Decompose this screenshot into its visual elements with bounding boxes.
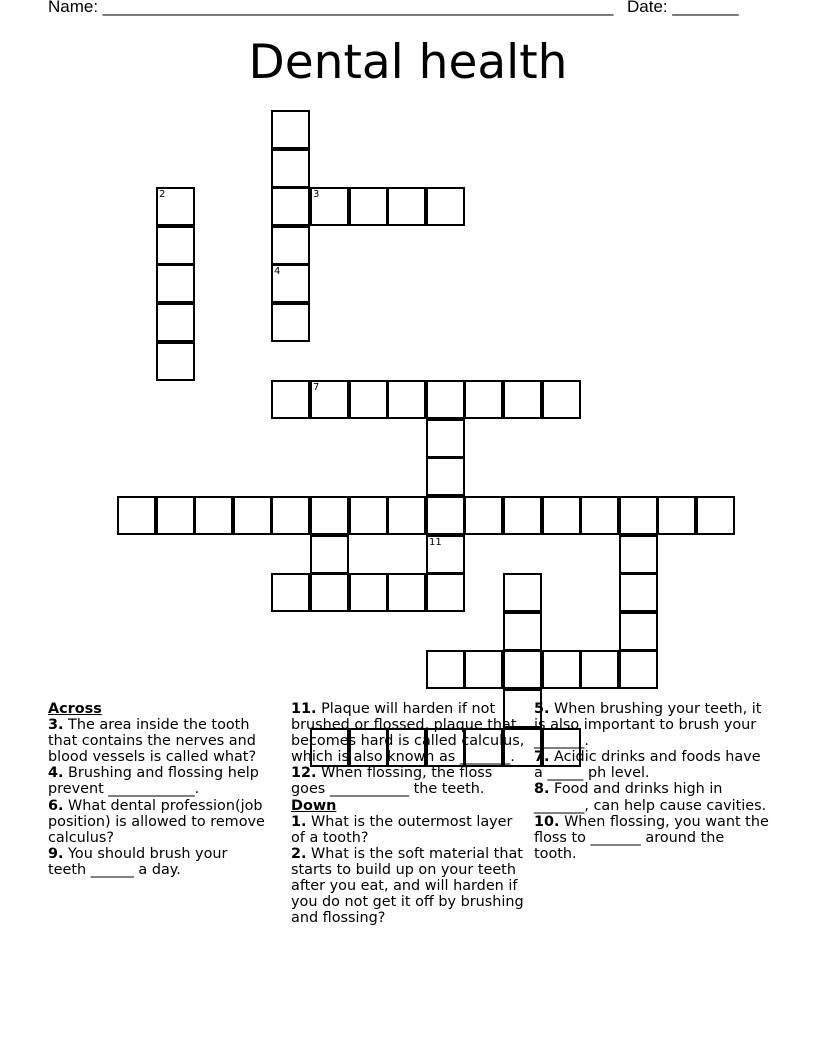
- crossword-cell[interactable]: [349, 496, 388, 535]
- crossword-cell[interactable]: [156, 303, 195, 342]
- crossword-cell[interactable]: [349, 380, 388, 419]
- down-heading: Down: [291, 797, 337, 814]
- clue-number: 11: [429, 537, 442, 548]
- clue-column-3: [534, 701, 770, 862]
- crossword-cell[interactable]: [156, 496, 195, 535]
- clue-number: 4: [274, 266, 281, 277]
- clue-column-1: [48, 701, 268, 878]
- crossword-cell[interactable]: [619, 650, 658, 689]
- crossword-cell[interactable]: [426, 650, 465, 689]
- crossword-cell[interactable]: [387, 573, 426, 612]
- crossword-cell[interactable]: [310, 573, 349, 612]
- clue-across-4: 4. Brushing and flossing help prevent ____________.: [48, 765, 259, 798]
- crossword-cell[interactable]: [503, 612, 542, 651]
- crossword-cell[interactable]: [619, 612, 658, 651]
- clue-down-2: 2. What is the soft material that starts to build up on your teeth after you eat, and will harden if you do not get it off by brushing and flossing?: [291, 845, 524, 927]
- crossword-cell[interactable]: [619, 496, 658, 535]
- clue-column-2: [291, 701, 527, 926]
- crossword-cell[interactable]: [349, 573, 388, 612]
- crossword-cell[interactable]: [310, 380, 349, 419]
- crossword-cell[interactable]: [619, 573, 658, 612]
- crossword-cell[interactable]: [657, 496, 696, 535]
- clue-across-6: 6. What dental profession(job position) is allowed to remove calculus?: [48, 797, 265, 846]
- clue-number: 2: [159, 189, 166, 200]
- crossword-cell[interactable]: [464, 496, 503, 535]
- clue-down-10: 10. When flossing, you want the floss to _______ around the tooth.: [534, 813, 769, 862]
- crossword-cell[interactable]: [503, 650, 542, 689]
- clue-down-5: 5. When brushing your teeth, it is also important to brush your _______.: [534, 701, 762, 750]
- crossword-cell[interactable]: [503, 380, 542, 419]
- crossword-cell[interactable]: [387, 187, 426, 226]
- crossword-cell[interactable]: [542, 380, 581, 419]
- crossword-cell[interactable]: [426, 419, 465, 458]
- crossword-cell[interactable]: [271, 496, 310, 535]
- crossword-cell[interactable]: [233, 496, 272, 535]
- clue-across-12: 12. When flossing, the floss goes ___________ the teeth.: [291, 765, 493, 798]
- crossword-cell[interactable]: [426, 457, 465, 496]
- clue-across-11: 11. Plaque will harden if not brushed or flossed, plaque that becomes hard is called calculus, which is also known as _______.: [291, 701, 525, 766]
- crossword-cell[interactable]: [156, 264, 195, 303]
- crossword-cell[interactable]: [503, 573, 542, 612]
- crossword-cell[interactable]: [464, 650, 503, 689]
- crossword-cell[interactable]: [464, 380, 503, 419]
- crossword-cell[interactable]: [310, 496, 349, 535]
- crossword-cell[interactable]: [696, 496, 735, 535]
- clue-down-7: 7. Acidic drinks and foods have a _____ ph level.: [534, 749, 761, 782]
- clue-across-3: 3. The area inside the tooth that contains the nerves and blood vessels is called what?: [48, 717, 257, 766]
- crossword-cell[interactable]: [580, 650, 619, 689]
- clue-number: 3: [313, 189, 320, 200]
- crossword-cell[interactable]: [387, 496, 426, 535]
- crossword-cell[interactable]: [349, 187, 388, 226]
- page-title: Dental health: [248, 35, 568, 90]
- crossword-cell[interactable]: [156, 187, 195, 226]
- clue-across-9: 9. You should brush your teeth ______ a day.: [48, 845, 228, 878]
- crossword-cell[interactable]: [271, 264, 310, 303]
- crossword-cell[interactable]: [426, 573, 465, 612]
- name-field: Name: ______________________________________________________: [48, 0, 614, 16]
- crossword-cell[interactable]: [271, 149, 310, 188]
- crossword-cell[interactable]: [542, 650, 581, 689]
- crossword-cell[interactable]: [426, 380, 465, 419]
- crossword-cell[interactable]: [271, 573, 310, 612]
- crossword-cell[interactable]: [271, 303, 310, 342]
- clue-down-8: 8. Food and drinks high in _______, can help cause cavities.: [534, 781, 767, 814]
- crossword-cell[interactable]: [310, 535, 349, 574]
- crossword-cell[interactable]: [542, 496, 581, 535]
- crossword-cell[interactable]: [310, 187, 349, 226]
- crossword-cell[interactable]: [117, 496, 156, 535]
- crossword-cell[interactable]: [271, 380, 310, 419]
- crossword-cell[interactable]: [271, 110, 310, 149]
- clue-number: 7: [313, 382, 320, 393]
- across-heading: Across: [48, 701, 102, 717]
- crossword-cell[interactable]: [271, 187, 310, 226]
- crossword-cell[interactable]: [156, 342, 195, 381]
- crossword-cell[interactable]: [426, 496, 465, 535]
- crossword-cell[interactable]: [387, 380, 426, 419]
- crossword-cell[interactable]: [426, 187, 465, 226]
- crossword-cell[interactable]: [426, 535, 465, 574]
- crossword-cell[interactable]: [271, 226, 310, 265]
- crossword-cell[interactable]: [156, 226, 195, 265]
- crossword-cell[interactable]: [580, 496, 619, 535]
- crossword-cell[interactable]: [619, 535, 658, 574]
- date-field: Date: _______: [627, 0, 739, 16]
- clue-down-1: 1. What is the outermost layer of a tooth?: [291, 813, 513, 846]
- crossword-cell[interactable]: [503, 496, 542, 535]
- crossword-cell[interactable]: [194, 496, 233, 535]
